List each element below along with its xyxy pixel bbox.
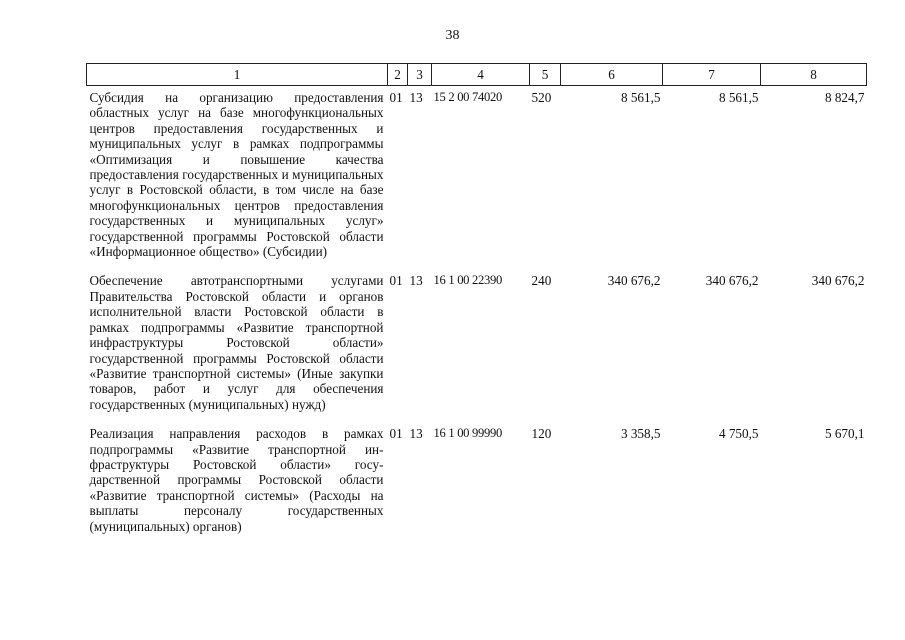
row-section-code: 01 xyxy=(389,273,403,289)
row-description: Реализация направления расходов в рамках подпрограммы «Развитие транспортной инфраструктуры Ростовской области» государственной программы Ростовской области «Развитие транспортной системы» (Расходы на выплаты персоналу государственных (муниципальных) органов) xyxy=(89,426,384,534)
header-cell-1: 1 xyxy=(87,64,388,86)
header-cell-2: 2 xyxy=(388,64,408,86)
row-expense-type: 120 xyxy=(531,426,552,442)
row-amount-col8: 340 676,2 xyxy=(811,273,865,289)
row-expense-type: 520 xyxy=(531,90,552,105)
header-cell-3: 3 xyxy=(408,64,432,86)
row-subsection-code: 13 xyxy=(409,273,423,289)
header-cell-6: 6 xyxy=(561,64,663,86)
row-subsection-code: 13 xyxy=(409,90,423,105)
table-header xyxy=(87,64,867,86)
row-target-article: 15 2 00 74020 xyxy=(433,90,503,104)
row-amount-col6: 3 358,5 xyxy=(620,426,661,442)
row-amount-col7: 340 676,2 xyxy=(705,273,759,289)
page-number: 38 xyxy=(445,28,460,43)
row-subsection-code: 13 xyxy=(409,426,423,442)
row-amount-col6: 8 561,5 xyxy=(620,90,661,105)
row-amount-col7: 4 750,5 xyxy=(718,426,759,442)
row-description: Обеспечение автотранспортными услугами Правительства Ростовской области и органов исполнительной власти Ростовской области в рамках подпрограммы «Развитие транспортной инфраструктуры Ростовской области» государственной программы Ростовской области «Развитие транспортной системы» (Иные закупки товаров, работ и услуг для обеспечения государственных (муниципальных) нужд) xyxy=(89,273,384,412)
table-row xyxy=(87,269,867,422)
header-row xyxy=(87,64,867,86)
header-cell-7: 7 xyxy=(663,64,761,86)
row-expense-type: 240 xyxy=(531,273,552,289)
budget-table xyxy=(86,63,867,544)
header-cell-4: 4 xyxy=(432,64,530,86)
table-row xyxy=(87,86,867,270)
row-amount-col8: 8 824,7 xyxy=(824,90,865,105)
row-amount-col8: 5 670,1 xyxy=(824,426,865,442)
row-amount-col7: 8 561,5 xyxy=(718,90,759,105)
row-description: Субсидия на организацию предоставления областных услуг на базе многофункциональных центров предоставления государственных и муниципальных услуг в рамках подпрограммы «Оптимизация и повышение качества предоставления государственных и муниципальных услуг в Ростовской области, в том числе на базе многофункциональных центров предоставления государственных и муниципальных услуг» государственной программы Ростовской области «Информационное общество» (Субсидии) xyxy=(89,90,384,260)
row-section-code: 01 xyxy=(389,426,403,442)
row-target-article: 16 1 00 22390 xyxy=(433,273,503,288)
row-section-code: 01 xyxy=(389,90,403,105)
table-row xyxy=(87,422,867,544)
table-body xyxy=(87,86,867,544)
row-amount-col6: 340 676,2 xyxy=(607,273,661,289)
header-cell-5: 5 xyxy=(530,64,561,86)
header-cell-8: 8 xyxy=(761,64,867,86)
row-target-article: 16 1 00 99990 xyxy=(433,426,503,441)
